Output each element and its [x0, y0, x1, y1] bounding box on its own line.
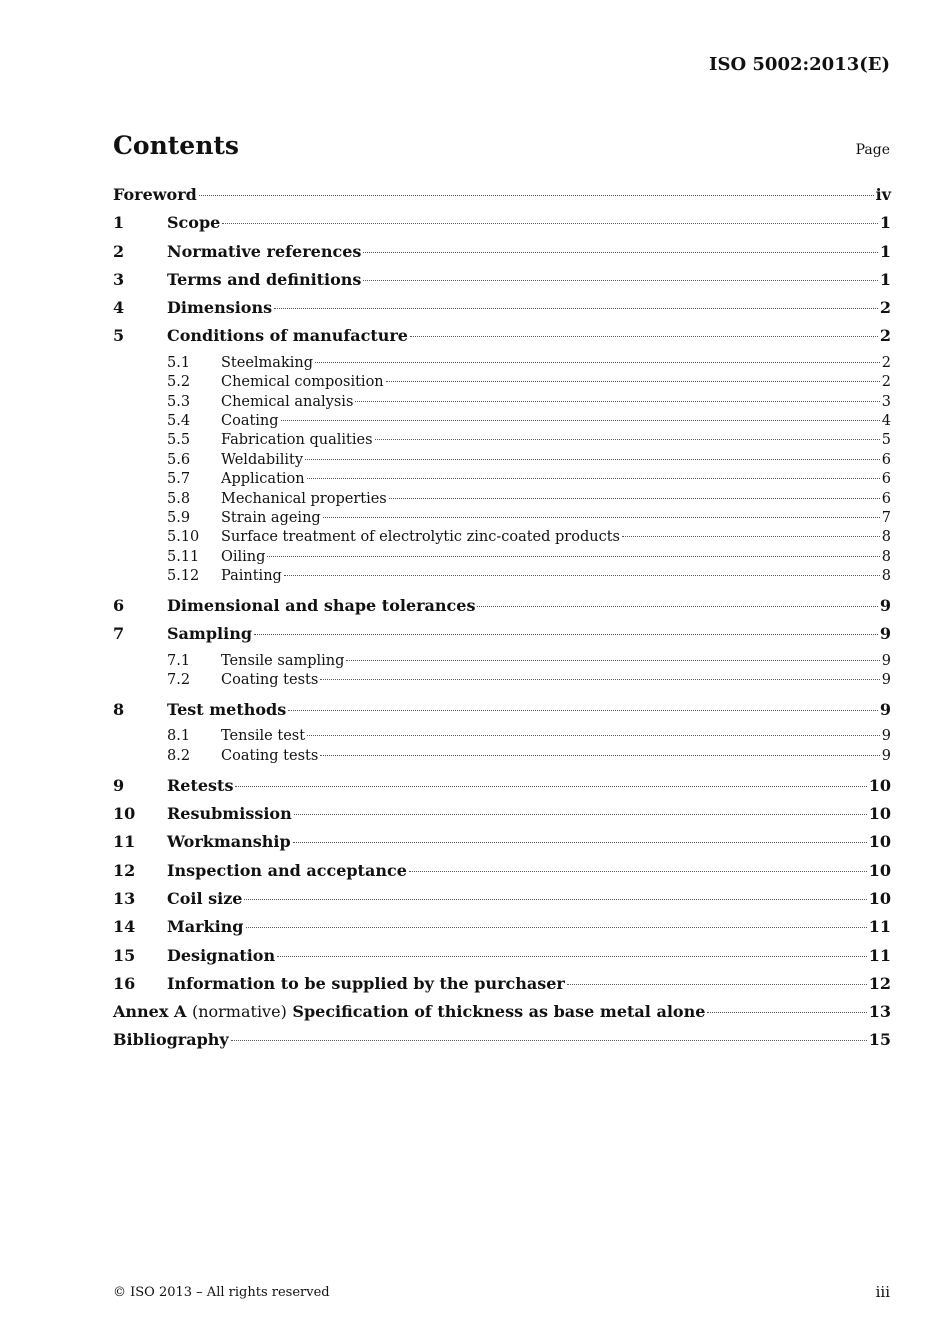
toc-page-number: 4: [881, 412, 891, 429]
toc-subentry[interactable]: [113, 394, 891, 413]
toc-page-number: 10: [868, 832, 891, 852]
dot-leader: [707, 1012, 866, 1013]
toc-entry-number: 5.11: [167, 548, 200, 565]
dot-leader: [254, 634, 878, 635]
toc-entry-title: Marking: [167, 917, 244, 937]
toc-entry-title: Mechanical properties: [221, 490, 387, 507]
toc-page-number: 6: [881, 471, 891, 488]
toc-page-number: 9: [879, 700, 891, 720]
toc-page-number: 2: [879, 326, 891, 346]
toc-entry-title: Dimensions: [167, 298, 273, 318]
toc-entry[interactable]: [113, 776, 891, 804]
toc-entry-title: Resubmission: [167, 804, 292, 824]
toc-page-number: 11: [868, 917, 891, 937]
toc-entry[interactable]: [113, 596, 891, 624]
toc-page-number: 1: [879, 241, 891, 261]
dot-leader: [277, 956, 867, 957]
toc-entry[interactable]: [113, 326, 891, 354]
toc-entry-title: Tensile sampling: [221, 652, 345, 669]
toc-subentry[interactable]: [113, 672, 891, 700]
toc-entry-number: 5.6: [167, 451, 191, 468]
toc-entry-title: Terms and definitions: [167, 269, 362, 289]
toc-page-number: 7: [881, 509, 891, 526]
toc-subentry[interactable]: [113, 471, 891, 490]
dot-leader: [567, 984, 867, 985]
toc-entry-title: Workmanship: [167, 832, 291, 852]
toc-entry-title: Coil size: [167, 888, 243, 908]
toc-subentry[interactable]: [113, 728, 891, 747]
toc-entry-number: 7.2: [167, 672, 191, 689]
toc-entry-number: 5: [113, 326, 125, 346]
toc-entry-title: Conditions of manufacture: [167, 326, 408, 346]
toc-entry-number: 10: [113, 804, 136, 824]
toc-entry-number: 5.4: [167, 412, 191, 429]
dot-leader: [386, 381, 880, 382]
toc-entry-number: 7.1: [167, 652, 191, 669]
dot-leader: [305, 459, 880, 460]
toc-entry-title: Fabrication qualities: [221, 432, 373, 449]
toc-entry-title: Designation: [167, 945, 276, 965]
toc-page-number: 9: [881, 652, 891, 669]
dot-leader: [284, 575, 880, 576]
toc-entry-number: 9: [113, 775, 125, 795]
toc-page-number: 1: [879, 213, 891, 233]
toc-entry[interactable]: [113, 832, 891, 860]
toc-entry-title: Coating tests: [221, 672, 319, 689]
toc-entry[interactable]: [113, 1002, 891, 1030]
page-column-label: Page: [855, 142, 890, 158]
dot-leader: [320, 755, 879, 756]
page-number: iii: [875, 1283, 890, 1301]
toc-entry-title: Coating tests: [221, 747, 319, 764]
dot-leader: [246, 927, 867, 928]
toc-page-number: 15: [868, 1030, 891, 1050]
toc-entry-number: 5.9: [167, 509, 191, 526]
toc-entry-number: 5.5: [167, 432, 191, 449]
toc-page-number: 6: [881, 490, 891, 507]
toc-entry-number: 8.1: [167, 728, 191, 745]
dot-leader: [363, 280, 877, 281]
toc-entry-number: 5.3: [167, 393, 191, 410]
toc-entry-title: Tensile test: [221, 728, 306, 745]
toc-entry-number: 11: [113, 832, 136, 852]
dot-leader: [622, 536, 880, 537]
copyright-notice: © ISO 2013 – All rights reserved: [113, 1285, 330, 1300]
toc-subentry[interactable]: [113, 549, 891, 568]
toc-entry-title: Application: [221, 471, 305, 488]
toc-page-number: 8: [881, 548, 891, 565]
toc-entry-title: Chemical analysis: [221, 393, 354, 410]
toc-entry-number: 15: [113, 945, 136, 965]
toc-entry-number: 5.1: [167, 354, 191, 371]
dot-leader: [293, 842, 867, 843]
toc-entry-number: 5.2: [167, 374, 191, 391]
dot-leader: [307, 735, 880, 736]
toc-entry-title: Test methods: [167, 700, 287, 720]
toc-page-number: 2: [881, 354, 891, 371]
toc-entry-number: 12: [113, 860, 136, 880]
toc-page-number: 10: [868, 888, 891, 908]
toc-subentry[interactable]: [113, 374, 891, 393]
toc-page-number: iv: [875, 185, 891, 204]
toc-subentry[interactable]: [113, 491, 891, 510]
dot-leader: [294, 814, 867, 815]
toc-subentry[interactable]: [113, 748, 891, 776]
dot-leader: [346, 660, 879, 661]
annex-label: Annex A: [113, 1002, 187, 1022]
toc-entry-title: Normative references: [167, 241, 362, 261]
toc-entry[interactable]: [113, 917, 891, 945]
dot-leader: [244, 899, 866, 900]
toc-entry-title: Chemical composition: [221, 374, 384, 391]
toc-entry[interactable]: [113, 624, 891, 652]
toc-entry-title: Foreword: [113, 185, 197, 204]
toc-page-number: 8: [881, 568, 891, 585]
toc-page-number: 12: [868, 973, 891, 993]
toc-entry-number: 4: [113, 298, 125, 318]
contents-heading: Contents: [113, 131, 240, 160]
toc-page-number: 3: [881, 393, 891, 410]
toc-entry-title: Strain ageing: [221, 509, 321, 526]
toc-subentry[interactable]: [113, 452, 891, 471]
toc-entry-title: Retests: [167, 775, 234, 795]
toc-entry[interactable]: [113, 700, 891, 728]
toc-page-number: 8: [881, 529, 891, 546]
toc-entry-title: Surface treatment of electrolytic zinc-coated products: [221, 529, 620, 546]
toc-page-number: 2: [879, 298, 891, 318]
toc-entry-title: Inspection and acceptance: [167, 860, 407, 880]
toc-subentry[interactable]: [113, 529, 891, 548]
dot-leader: [199, 195, 874, 196]
toc-entry-number: 7: [113, 624, 125, 644]
toc-entry[interactable]: [113, 804, 891, 832]
dot-leader: [320, 679, 879, 680]
dot-leader: [355, 401, 879, 402]
toc-page-number: 2: [881, 374, 891, 391]
toc-entry-number: 8.2: [167, 747, 191, 764]
toc-entry-title: Weldability: [221, 451, 304, 468]
toc-entry-number: 5.8: [167, 490, 191, 507]
toc-entry-number: 13: [113, 888, 136, 908]
toc-subentry[interactable]: [113, 355, 891, 374]
toc-entry-title: Bibliography: [113, 1030, 229, 1050]
dot-leader: [477, 606, 877, 607]
toc-entry-title: Oiling: [221, 548, 266, 565]
dot-leader: [409, 871, 867, 872]
dot-leader: [267, 556, 879, 557]
toc-entry[interactable]: [113, 861, 891, 889]
toc-entry[interactable]: [113, 946, 891, 974]
toc-page-number: 9: [879, 624, 891, 644]
toc-page-number: 10: [868, 860, 891, 880]
toc-entry-number: 3: [113, 269, 125, 289]
toc-entry-number: 8: [113, 700, 125, 720]
table-of-contents: [113, 185, 891, 1059]
document-id: ISO 5002:2013(E): [709, 54, 890, 75]
toc-page-number: 13: [868, 1002, 891, 1022]
toc-subentry[interactable]: [113, 568, 891, 596]
dot-leader: [288, 710, 878, 711]
toc-entry-number: 5.7: [167, 471, 191, 488]
toc-page-number: 9: [879, 596, 891, 616]
toc-entry-title: [113, 1002, 705, 1021]
dot-leader: [307, 478, 880, 479]
dot-leader: [375, 439, 880, 440]
toc-entry[interactable]: [113, 213, 891, 241]
dot-leader: [363, 252, 877, 253]
toc-entry[interactable]: [113, 242, 891, 270]
toc-entry-number: 2: [113, 241, 125, 261]
toc-entry[interactable]: [113, 298, 891, 326]
toc-page-number: 1: [879, 269, 891, 289]
toc-page-number: 10: [868, 775, 891, 795]
toc-subentry[interactable]: [113, 413, 891, 432]
toc-entry[interactable]: [113, 974, 891, 1002]
toc-entry-number: 16: [113, 973, 136, 993]
toc-entry-title: Coating: [221, 412, 279, 429]
toc-entry-number: 6: [113, 596, 125, 616]
dot-leader: [315, 362, 880, 363]
toc-entry-title: Dimensional and shape tolerances: [167, 596, 476, 616]
toc-entry-number: 5.12: [167, 568, 200, 585]
dot-leader: [323, 517, 880, 518]
toc-entry-title: Painting: [221, 568, 282, 585]
toc-entry[interactable]: [113, 1030, 891, 1058]
dot-leader: [235, 786, 866, 787]
toc-entry-title: Information to be supplied by the purchaser: [167, 973, 565, 993]
toc-subentry[interactable]: [113, 653, 891, 672]
toc-entry-title: Scope: [167, 213, 221, 233]
toc-page-number: 9: [881, 747, 891, 764]
toc-page-number: 9: [881, 672, 891, 689]
toc-entry-title: Sampling: [167, 624, 253, 644]
annex-title: Specification of thickness as base metal alone: [292, 1002, 706, 1022]
toc-entry[interactable]: [113, 185, 891, 213]
toc-entry-title: Steelmaking: [221, 354, 313, 371]
toc-entry-number: 14: [113, 917, 136, 937]
toc-entry-number: 5.10: [167, 529, 200, 546]
toc-page-number: 11: [868, 945, 891, 965]
toc-page-number: 5: [881, 432, 891, 449]
dot-leader: [222, 223, 878, 224]
toc-page-number: 10: [868, 804, 891, 824]
toc-entry[interactable]: [113, 889, 891, 917]
annex-qualifier: (normative): [191, 1002, 287, 1022]
toc-page-number: 9: [881, 728, 891, 745]
toc-entry-number: 1: [113, 213, 125, 233]
dot-leader: [389, 498, 880, 499]
toc-page-number: 6: [881, 451, 891, 468]
dot-leader: [231, 1040, 867, 1041]
toc-subentry[interactable]: [113, 510, 891, 529]
dot-leader: [281, 420, 880, 421]
dot-leader: [274, 308, 878, 309]
dot-leader: [410, 336, 878, 337]
toc-subentry[interactable]: [113, 432, 891, 451]
toc-entry[interactable]: [113, 270, 891, 298]
